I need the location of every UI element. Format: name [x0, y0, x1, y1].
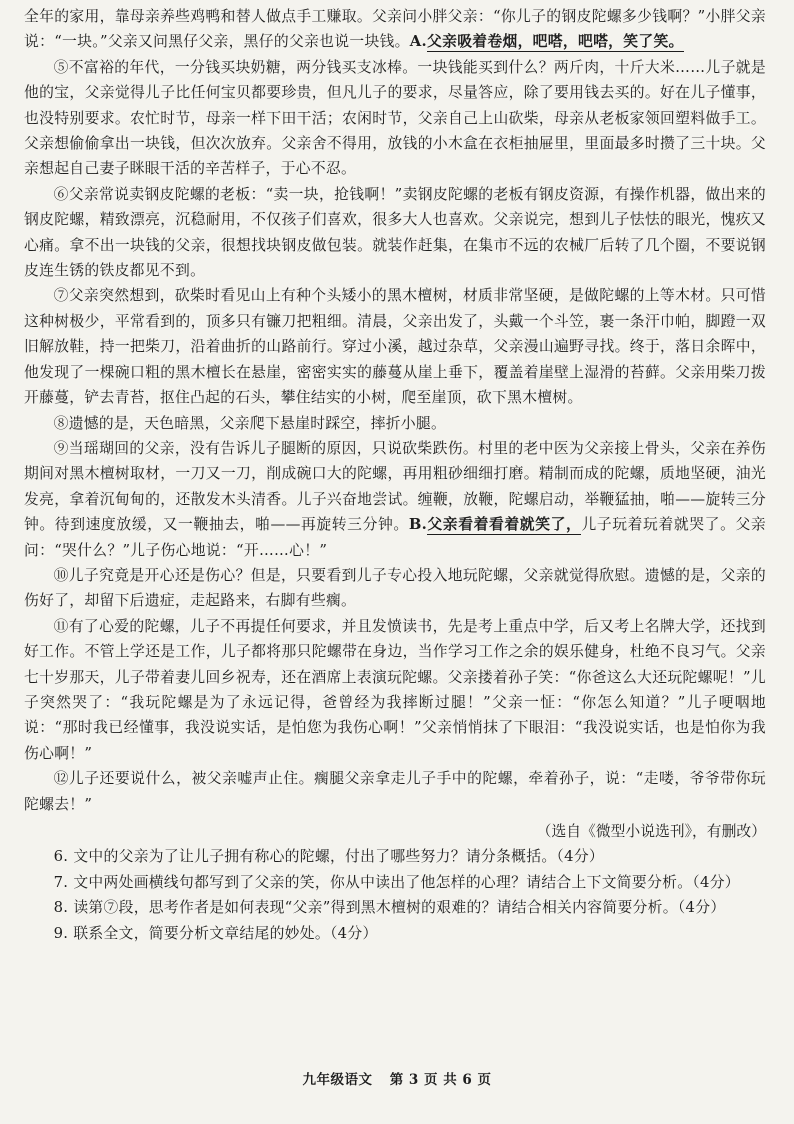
question-6: 6. 文中的父亲为了让儿子拥有称心的陀螺，付出了哪些努力？请分条概括。（4分）: [53, 848, 605, 866]
mark-b: B.: [408, 516, 428, 534]
footer-subject: 九年级语文: [302, 1072, 373, 1088]
paragraph-6: ⑥父亲常说卖钢皮陀螺的老板：“卖一块，抢钱啊！”卖钢皮陀螺的老板有钢皮资源，有操作机器，做出来的钢皮陀螺，精致漂亮，沉稳耐用，不仅孩子们喜欢，很多大人也喜欢。父亲说完，想到儿子怯怯的眼光，愧疚又心痛。拿不出一块钱的父亲，很想找块钢皮做包装。就装作赶集，在集市不远的农械厂后转了几个圈，不要说钢皮连生锈的铁皮都见不到。: [24, 185, 766, 280]
page-footer: [0, 1068, 794, 1088]
paragraph-4-text: 全年的家用，靠母亲养些鸡鸭和替人做点手工赚取。父亲问小胖父亲：“你儿子的钢皮陀螺多少钱啊？”小胖父亲说：“一块。”父亲又问黑仔父亲，黑仔的父亲也说一块钱。: [24, 8, 766, 51]
paragraph-9-text-after: 儿子玩着玩着就哭了。父亲问：“哭什么？”儿子伤心地说：“开……心！”: [24, 516, 766, 559]
underlined-sentence-a: 父亲吸着卷烟，吧嗒，吧嗒，笑了笑。: [427, 33, 684, 51]
story-text: [24, 4, 766, 844]
source-citation: （选自《微型小说选刊》，有删改）: [536, 823, 766, 840]
question-list: [24, 844, 766, 946]
footer-page-number: 第 3 页 共 6 页: [389, 1072, 492, 1088]
mark-a: A.: [409, 33, 427, 51]
question-9: 9. 联系全文，简要分析文章结尾的妙处。（4分）: [53, 924, 378, 942]
paragraph-5: ⑤不富裕的年代，一分钱买块奶糖，两分钱买支冰棒。一块钱能买到什么？两斤肉，十斤大米……儿子就是他的宝，父亲觉得儿子比任何宝贝都要珍贵，但凡儿子的要求，尽量答应，除了要用钱去买的。好在儿子懂事，也没特别要求。农忙时节，母亲一样下田干活；农闲时节，父亲自己上山砍柴，母亲从老板家领回塑料做手工。父亲想偷偷拿出一块钱，但次次放弃。父亲舍不得用，放钱的小木盒在衣柜抽屉里，里面最多时攒了三十块。父亲想起自己妻子眯眼干活的辛苦样子，于心不忍。: [24, 58, 766, 178]
question-7: 7. 文中两处画横线句都写到了父亲的笑，你从中读出了他怎样的心理？请结合上下文简要分析。（4分）: [53, 873, 740, 891]
question-8: 8. 读第⑦段，思考作者是如何表现“父亲”得到黑木檀树的艰难的？请结合相关内容简要分析。（4分）: [53, 899, 726, 917]
paragraph-7: ⑦父亲突然想到，砍柴时看见山上有种个头矮小的黑木檀树，材质非常坚硬，是做陀螺的上等木材。只可惜这种树极少，平常看到的，顶多只有镰刀把粗细。清晨，父亲出发了，头戴一个斗笠，裹一条汗巾帕，脚蹬一双旧解放鞋，持一把柴刀，沿着曲折的山路前行。穿过小溪，越过杂草，父亲漫山遍野寻找。终于，落日余晖中，他发现了一棵碗口粗的黑木檀长在悬崖，密密实实的藤蔓从崖上垂下，覆盖着崖壁上湿滑的苔藓。父亲用柴刀拨开藤蔓，铲去青苔，抠住凸起的石头，攀住结实的小树，爬至崖顶，砍下黑木檀树。: [24, 287, 766, 407]
underlined-sentence-b: 父亲看着看着就笑了，: [427, 516, 582, 534]
paragraph-10: ⑩儿子究竟是开心还是伤心？但是，只要看到儿子专心投入地玩陀螺，父亲就觉得欣慰。遗憾的是，父亲的伤好了，却留下后遗症，走起路来，右脚有些瘸。: [24, 566, 766, 610]
paragraph-8: ⑧遗憾的是，天色暗黑，父亲爬下悬崖时踩空，摔折小腿。: [53, 414, 447, 432]
paragraph-9: [24, 436, 766, 563]
paragraph-12: ⑫儿子还要说什么，被父亲嘘声止住。瘸腿父亲拿走儿子手中的陀螺，牵着孙子，说：“走喽，爷爷带你玩陀螺去！”: [24, 770, 766, 813]
paragraph-11: ⑪有了心爱的陀螺，儿子不再提任何要求，并且发愤读书，先是考上重点中学，后又考上名牌大学，还找到好工作。不管上学还是工作，儿子都将那只陀螺带在身边，当作学习工作之余的娱乐健身，杜绝不良习气。父亲七十岁那天，儿子带着妻儿回乡祝寿，还在酒席上表演玩陀螺。父亲搂着孙子笑：“你爸这么大还玩陀螺呢！”儿子突然哭了：“我玩陀螺是为了永远记得，爸曾经为我摔断过腿！”父亲一怔：“你怎么知道？”儿子哽咽地说：“那时我已经懂事，我没说实话，是怕您为我伤心啊！”父亲悄悄抹了下眼泪：“我没说实话，也是怕你为我伤心啊！”: [24, 617, 766, 762]
paragraph-9-text-before: ⑨当瑶瑚回的父亲，没有告诉儿子腿断的原因，只说砍柴跌伤。村里的老中医为父亲接上骨头，父亲在养伤期间对黑木檀树取材，一刀又一刀，削成碗口大的陀螺，再用粗砂细细打磨。精制而成的陀螺，质地坚硬，油光发亮，拿着沉甸甸的，还散发木头清香。儿子兴奋地尝试。缠鞭，放鞭，陀螺启动，举鞭猛抽，啪——旋转三分钟。待到速度放缓，又一鞭抽去，啪——再旋转三分钟。: [24, 439, 766, 534]
paragraph-4-continued: [24, 4, 766, 55]
